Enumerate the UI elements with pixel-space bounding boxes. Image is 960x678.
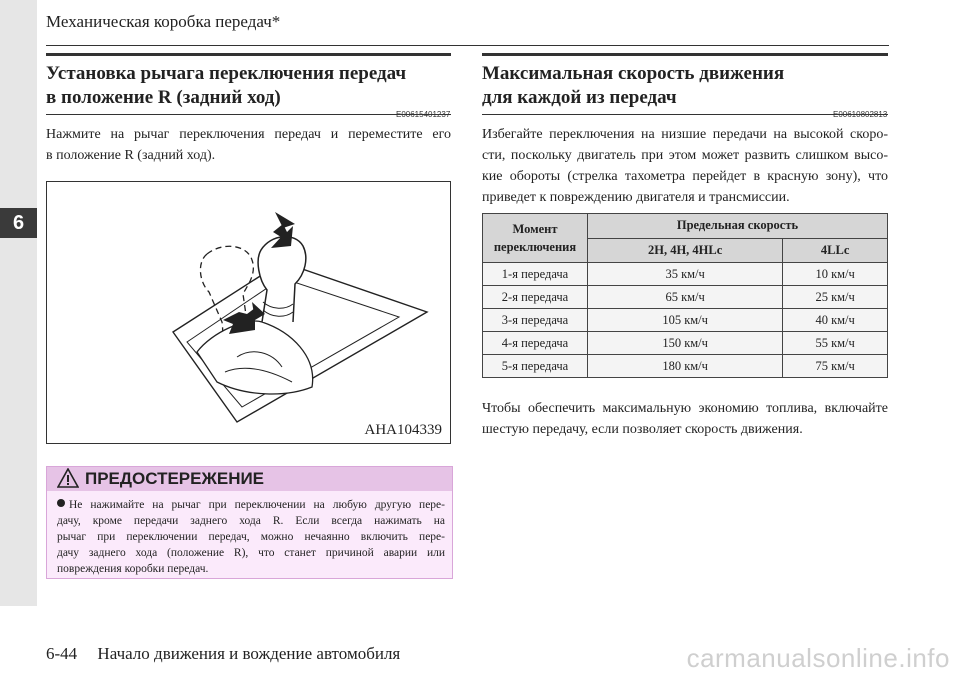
- sidebar-strip: [0, 0, 37, 606]
- speed-cell: 150 км/ч: [588, 332, 783, 355]
- table-row: [483, 309, 888, 332]
- table-row: [483, 286, 888, 309]
- paragraph-line: в положение R (задний ход).: [46, 148, 216, 163]
- gear-cell: 1-я передача: [483, 263, 588, 286]
- watermark: carmanualsonline.info: [686, 643, 950, 673]
- section-title-reverse: [46, 53, 451, 115]
- paragraph-line: Чтобы обеспечить максимальную экономию топлива, включайте: [482, 401, 888, 416]
- header-line: переключения: [493, 240, 577, 254]
- warning-box: [46, 466, 453, 579]
- push-down-arrow-tail: [275, 212, 295, 228]
- warning-header: [47, 467, 452, 491]
- speed-cell: 25 км/ч: [783, 286, 888, 309]
- paragraph-line: шестую передачу, если позволяет скорость движения.: [482, 422, 803, 437]
- warning-line: Не нажимайте на рычаг при переключении на любую другую пере-: [69, 499, 445, 511]
- speed-cell: 35 км/ч: [588, 263, 783, 286]
- gear-cell: 5-я передача: [483, 355, 588, 378]
- section-title-line: Максимальная скорость движения: [482, 63, 785, 84]
- warning-line: повреждения коробки передач.: [57, 563, 209, 575]
- warning-triangle-icon: [57, 468, 79, 488]
- speed-cell: 55 км/ч: [783, 332, 888, 355]
- section-title-line: Установка рычага переключения передач: [46, 63, 407, 84]
- lever-boot: [197, 321, 313, 394]
- bullet-icon: [57, 499, 65, 507]
- speed-cell: 105 км/ч: [588, 309, 783, 332]
- paragraph-line: Нажмите на рычаг переключения передач и переместите его: [46, 127, 451, 142]
- warning-heading: ПРЕДОСТЕРЕЖЕНИЕ: [85, 469, 265, 488]
- gear-cell: 4-я передача: [483, 332, 588, 355]
- section-code: E00615401237: [396, 110, 451, 119]
- speed-cell: 180 км/ч: [588, 355, 783, 378]
- figure-code: AHA104339: [364, 422, 442, 438]
- paragraph-line: сти, поскольку двигатель при этом может развить слишком высо-: [482, 148, 888, 163]
- running-title: Механическая коробка передач*: [46, 12, 281, 31]
- max-speed-table: [482, 213, 888, 378]
- speed-cell: 40 км/ч: [783, 309, 888, 332]
- page-footer: [46, 644, 400, 664]
- section-code: E00610802813: [833, 110, 888, 119]
- header-shift-moment: [483, 214, 588, 263]
- header-speed-limit: Предельная скорость: [588, 214, 888, 239]
- paragraph-line: приведет к повреждению двигателя и трансмиссии.: [482, 190, 790, 205]
- paragraph-line: Избегайте переключения на низшие передачи на высокой скоро-: [482, 127, 888, 142]
- paragraph-line: кие обороты (стрелка тахометра перейдет в красную зону), что: [482, 169, 888, 184]
- speed-cell: 10 км/ч: [783, 263, 888, 286]
- section-title-line: в положение R (задний ход): [46, 87, 281, 108]
- warning-line: дачу заднего хода (положение R), что станет причиной аварии или: [57, 547, 445, 559]
- section-title-max-speed: [482, 53, 888, 115]
- section-title-line: для каждой из передач: [482, 87, 677, 108]
- header-line: Момент: [512, 222, 558, 236]
- table-row: [483, 355, 888, 378]
- push-down-arrow: [271, 224, 293, 248]
- header-rule: [46, 45, 889, 46]
- speed-cell: 65 км/ч: [588, 286, 783, 309]
- gear-cell: 3-я передача: [483, 309, 588, 332]
- fuel-economy-note: [482, 398, 888, 440]
- header-col-b: 4LLc: [783, 238, 888, 263]
- gear-knob: [258, 237, 306, 322]
- gear-cell: 2-я передача: [483, 286, 588, 309]
- page-number: 6-44: [46, 644, 78, 663]
- speed-cell: 75 км/ч: [783, 355, 888, 378]
- warning-line: дачу, кроме передачи заднего хода R. Если всегда нажимать на: [57, 515, 445, 527]
- table-row: [483, 332, 888, 355]
- warning-text: [57, 497, 445, 577]
- gear-lever-illustration: [46, 181, 451, 444]
- warning-line: рычаг при переключении передач, можно нечаянно включить пере-: [57, 531, 445, 543]
- max-speed-intro: [482, 124, 888, 208]
- gear-lever-drawing: [47, 182, 450, 443]
- chapter-tab: 6: [0, 208, 37, 238]
- table-row: [483, 263, 888, 286]
- header-col-a: 2H, 4H, 4HLc: [588, 238, 783, 263]
- reverse-paragraph: [46, 124, 451, 166]
- chapter-title: Начало движения и вождение автомобиля: [97, 644, 401, 663]
